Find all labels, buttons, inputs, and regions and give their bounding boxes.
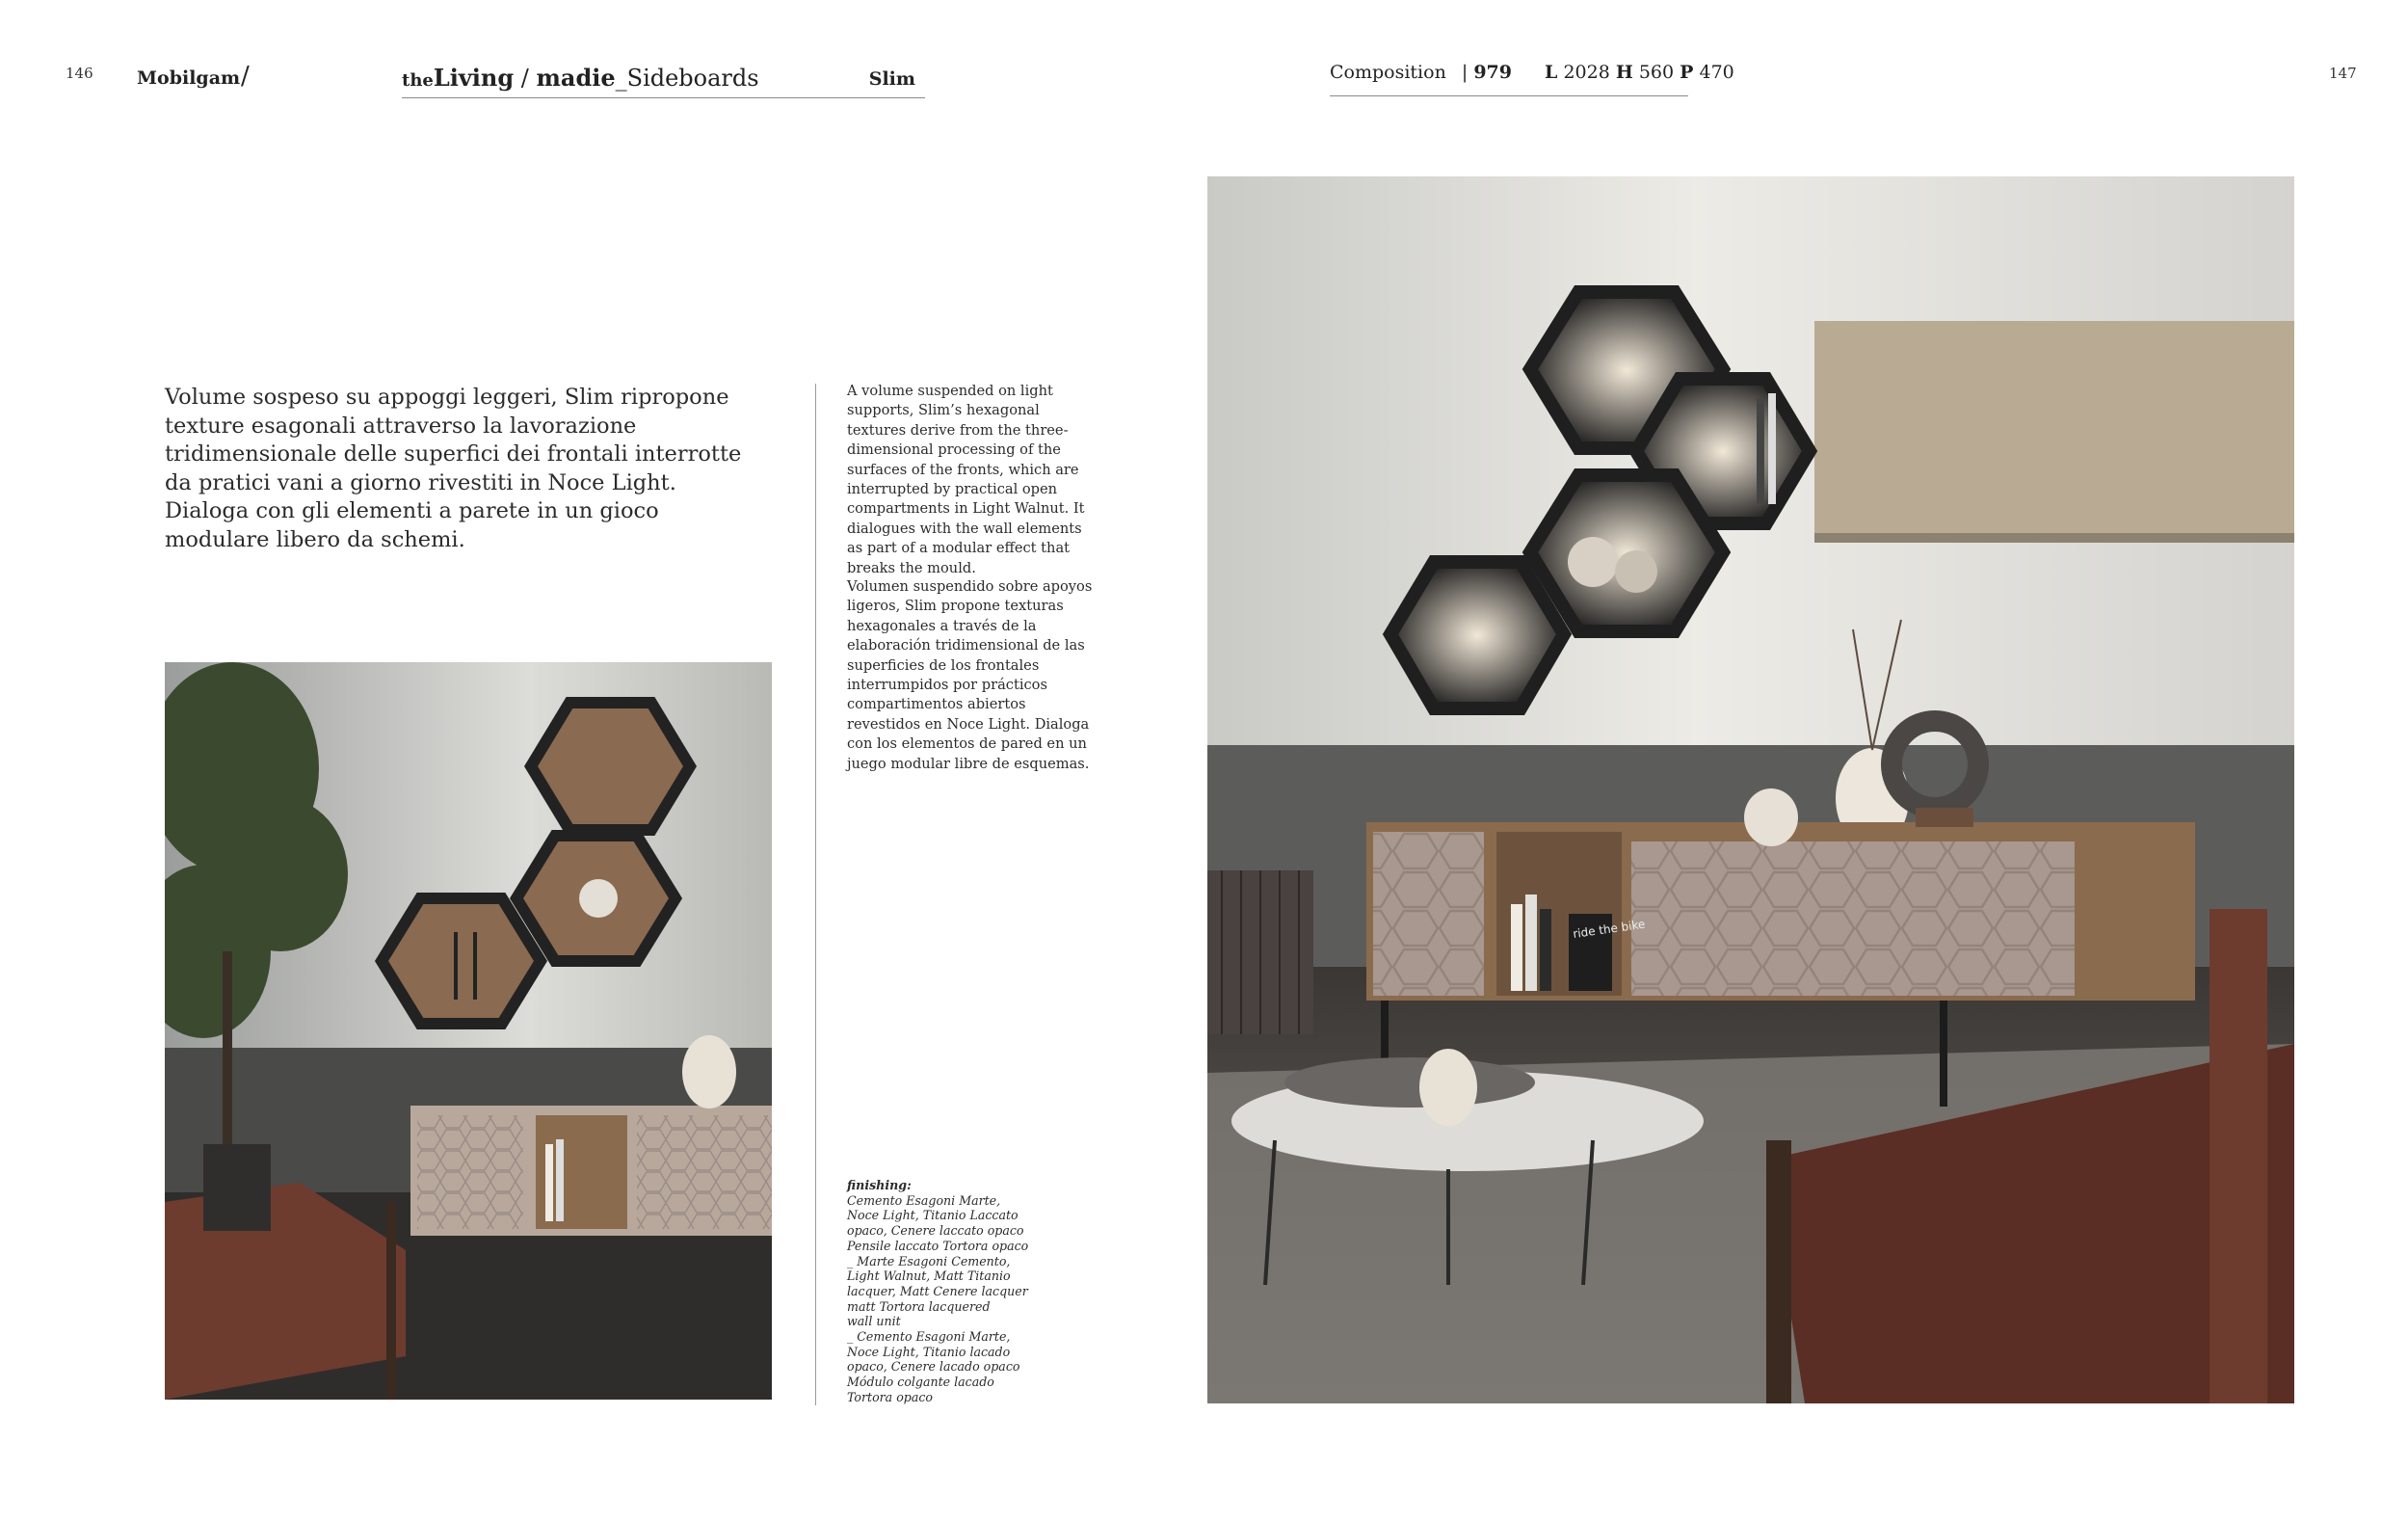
- room-photo-small: [165, 662, 772, 1400]
- composition-header: [1330, 62, 1734, 96]
- category-rest: _Sideboards: [615, 65, 759, 92]
- intro-paragraph-it: Volume sospeso su appoggi leggeri, Slim ripropone texture esagonali attraverso la lavorazione tridimensionale delle superfici dei frontali interrotte da pratici vani a giorno rivestiti in Noce Light. Dialoga con gli elementi a parete in un gioco modulare libero da schemi.: [165, 385, 742, 552]
- dim-h-value: 560: [1638, 62, 1675, 83]
- finishing-line: Cemento Esagoni Marte,: [847, 1192, 1001, 1208]
- dim-l-value: 2028: [1563, 62, 1610, 83]
- composition-label: Composition: [1330, 62, 1446, 83]
- finishing-line: lacquer, Matt Cenere lacquer: [847, 1283, 1028, 1298]
- composition-separator: |: [1461, 62, 1469, 83]
- body-text-en: A volume suspended on light supports, Slim’s hexagonal textures derive from the three-dimensional processing of the surfaces of the fronts, which are interrupted by practical open compartments in Light Walnut. It dialogues with the wall elements as part of a modular effect that breaks the mould.: [847, 383, 1085, 576]
- dim-l-label: L: [1545, 62, 1558, 83]
- column-divider: [815, 384, 816, 1405]
- finishing-line: Tortora opaco: [847, 1389, 933, 1404]
- finishing-line: opaco, Cenere lacado opaco: [847, 1359, 1020, 1375]
- finishing-line: _ Cemento Esagoni Marte,: [847, 1329, 1011, 1345]
- finishing-line: wall unit: [847, 1314, 901, 1329]
- finishing-line: Pensile laccato Tortora opaco: [847, 1238, 1029, 1253]
- page-number-right: 147: [2329, 65, 2357, 82]
- page-number-left: 146: [66, 65, 93, 82]
- collection-prefix: the: [402, 70, 434, 91]
- finishing-notes: [847, 1178, 1069, 1405]
- brand-separator: /: [241, 62, 250, 91]
- header-slash: /: [514, 65, 537, 92]
- finishing-title: finishing:: [847, 1178, 912, 1192]
- body-text-es: Volumen suspendido sobre apoyos ligeros, Slim propone texturas hexagonales a través de la elaboración tridimensional de las superficies de los frontales interrumpidos por prácticos compartimentos abiertos revestidos en Noce Light. Dialoga con los elementos de pared en un juego modular libre de esquemas.: [847, 578, 1093, 772]
- room-illustration-large: [1207, 176, 2294, 1403]
- brand-name: Mobilgam: [137, 67, 241, 89]
- collection-name: Living: [433, 64, 515, 92]
- finishing-line: opaco, Cenere laccato opaco: [847, 1223, 1024, 1239]
- category-bold: madie: [536, 64, 616, 92]
- running-header-left: [402, 64, 925, 98]
- room-illustration-small: [165, 662, 772, 1400]
- finishing-line: matt Tortora lacquered: [847, 1298, 991, 1314]
- finishing-line: Módulo colgante lacado: [847, 1375, 994, 1390]
- composition-number: 979: [1473, 62, 1512, 83]
- finishing-line: Noce Light, Titanio Laccato: [847, 1208, 1019, 1223]
- finishing-line: Noce Light, Titanio lacado: [847, 1344, 1011, 1359]
- book-cover-text: ride the bike: [1572, 917, 1647, 941]
- dim-p-label: P: [1680, 62, 1694, 83]
- finishing-line: _ Marte Esagoni Cemento,: [847, 1253, 1011, 1268]
- room-photo-large: [1207, 176, 2294, 1403]
- dim-h-label: H: [1615, 62, 1633, 83]
- finishing-line: Light Walnut, Matt Titanio: [847, 1268, 1011, 1284]
- dim-p-value: 470: [1699, 62, 1734, 83]
- product-name: Slim: [868, 68, 915, 90]
